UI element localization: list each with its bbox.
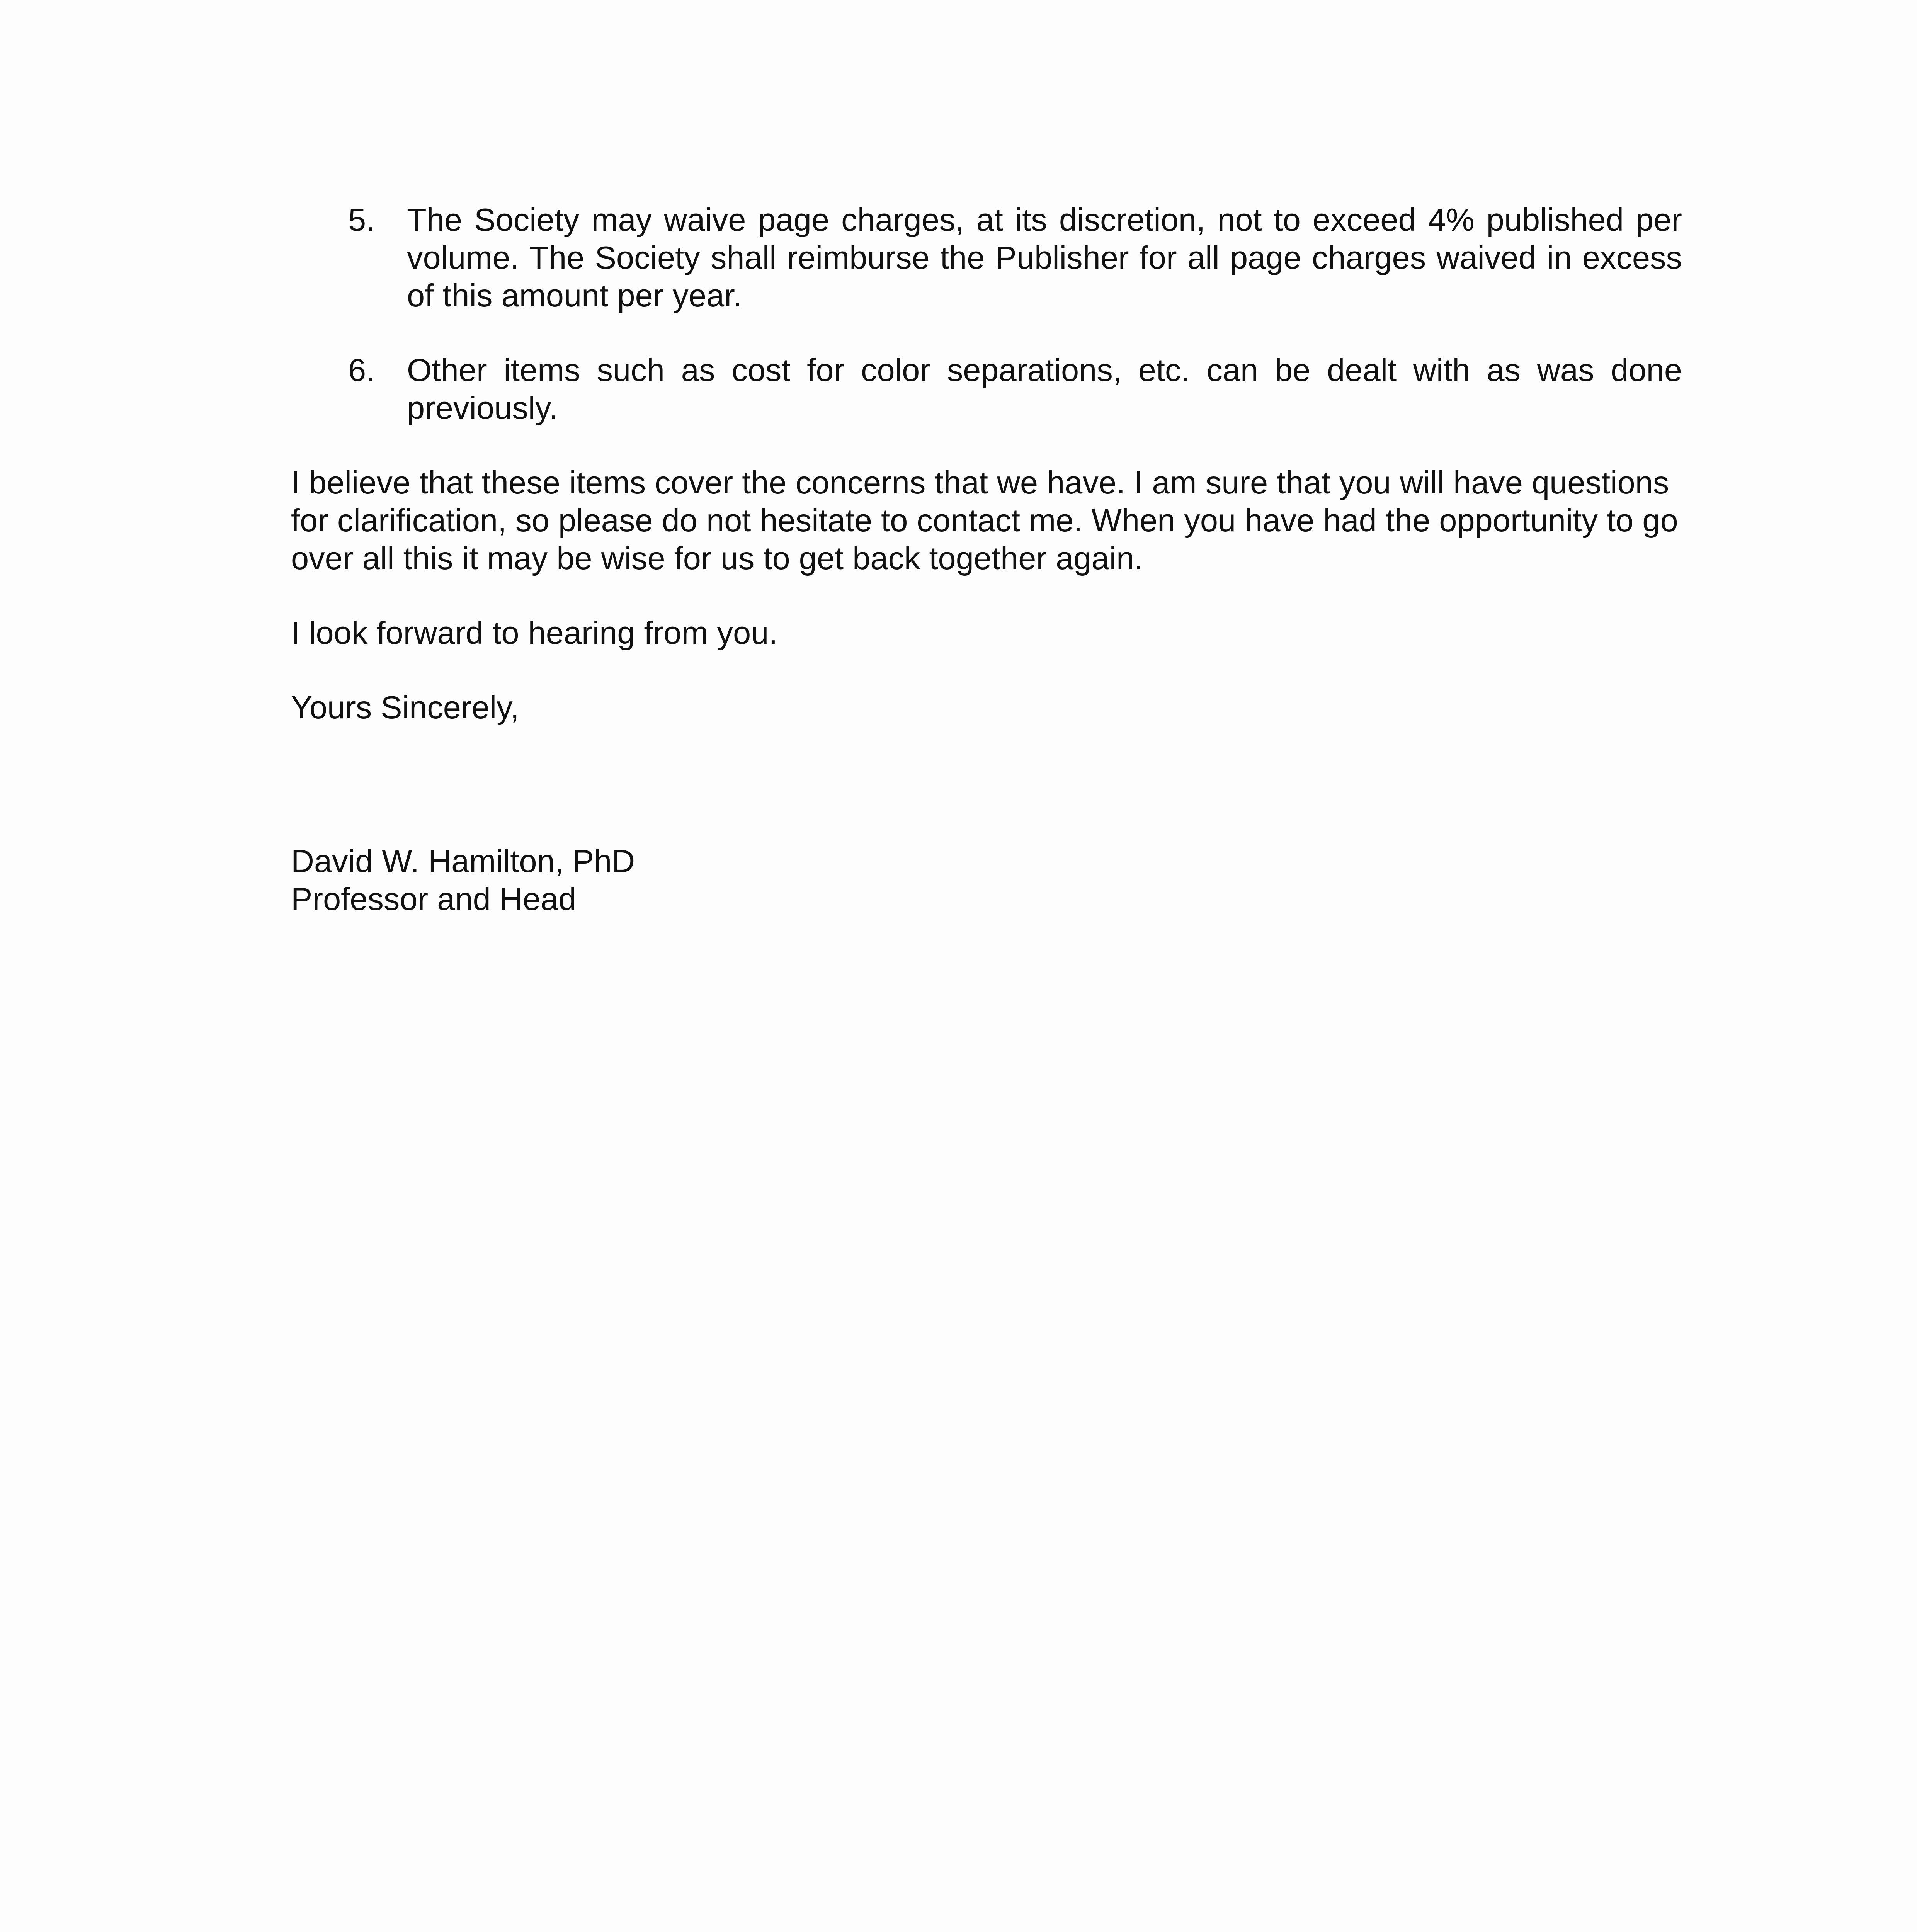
closing-line: I look forward to hearing from you. bbox=[291, 615, 778, 651]
letter-body bbox=[291, 201, 1682, 918]
valediction: Yours Sincerely, bbox=[291, 689, 519, 725]
signature-name: David W. Hamilton, PhD bbox=[291, 843, 635, 879]
list-item-5 bbox=[291, 201, 1682, 315]
list-item-6 bbox=[291, 351, 1682, 427]
body-paragraph: I believe that these items cover the concerns that we have. I am sure that you will have questions for clarification, so please do not hesitate to contact me. When you have had the opportunity to go over all this it may be wise for us to get back together again. bbox=[291, 464, 1678, 576]
list-item-text: The Society may waive page charges, at its discretion, not to exceed 4% published per volume. The Society shall reimburse the Publisher for all page charges waived in excess of this amount per year. bbox=[407, 202, 1682, 313]
signature-block bbox=[291, 842, 1682, 918]
signature-title: Professor and Head bbox=[291, 881, 577, 917]
list-item-number: 5. bbox=[348, 202, 375, 238]
list-item-text: Other items such as cost for color separations, etc. can be dealt with as was done previously. bbox=[407, 352, 1682, 426]
list-item-number: 6. bbox=[348, 352, 375, 388]
